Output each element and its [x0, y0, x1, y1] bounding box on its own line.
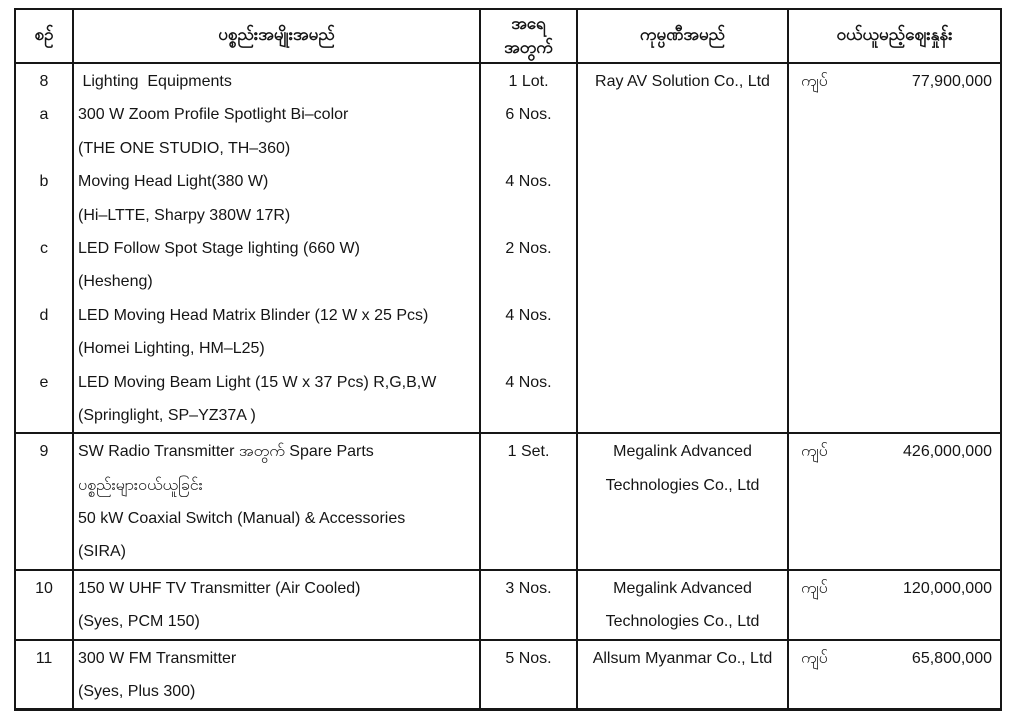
- row-number: [16, 199, 72, 232]
- company-name: Technologies Co., Ltd: [605, 476, 760, 494]
- quantity-value: 5 Nos.: [505, 649, 552, 667]
- price-line: [789, 435, 1000, 468]
- currency-label: ကျပ်: [801, 649, 828, 667]
- company-cell: [578, 571, 789, 639]
- header-item-label: ပစ္စည်းအမျိုးအမည်: [218, 24, 335, 44]
- price-cell: [789, 641, 1000, 709]
- item-line: LED Moving Beam Light (15 W x 37 Pcs) R,G,B,W: [78, 373, 437, 391]
- price-cell: [789, 64, 1000, 432]
- row-number: [16, 502, 72, 535]
- header-no-label: စဉ်: [34, 24, 54, 44]
- quantity-value: [481, 675, 576, 708]
- company-cell: [578, 64, 789, 432]
- header-quantity: [481, 10, 578, 62]
- item-line: (Homei Lighting, HM–L25): [78, 340, 265, 358]
- price-amount: 65,800,000: [911, 649, 992, 667]
- header-price: [789, 10, 1000, 62]
- price-amount: 426,000,000: [903, 443, 992, 461]
- row-number: [16, 399, 72, 432]
- company-cell: [578, 641, 789, 709]
- company-name: Megalink Advanced: [613, 443, 752, 461]
- item-line: (SIRA): [78, 543, 126, 561]
- item-line: (Springlight, SP–YZ37A ): [78, 406, 256, 424]
- quantity-value: [481, 469, 576, 502]
- company-name: Megalink Advanced: [613, 579, 752, 597]
- quantity-cell: [481, 64, 578, 432]
- currency-label: ကျပ်: [801, 443, 828, 461]
- header-company: [578, 10, 789, 62]
- quantity-value: [481, 605, 576, 638]
- company-cell: [578, 434, 789, 569]
- price-line: [789, 572, 1000, 605]
- item-cell: [74, 641, 481, 709]
- quantity-value: 4 Nos.: [505, 306, 552, 324]
- row-number: [16, 675, 72, 708]
- quantity-value: 1 Set.: [507, 443, 550, 461]
- row-number: [16, 132, 72, 165]
- currency-label: ကျပ်: [801, 579, 828, 597]
- quantity-cell: [481, 434, 578, 569]
- header-quantity-line2: အတွက်: [504, 38, 553, 57]
- company-name: Allsum Myanmar Co., Ltd: [592, 649, 773, 667]
- table-body: [16, 64, 1000, 708]
- quantity-value: 6 Nos.: [505, 106, 552, 124]
- quantity-value: [481, 399, 576, 432]
- currency-label: ကျပ်: [801, 73, 828, 90]
- header-no: [16, 10, 74, 62]
- item-line: (Syes, Plus 300): [78, 683, 196, 701]
- quantity-value: 2 Nos.: [505, 239, 552, 257]
- quantity-value: [481, 265, 576, 298]
- quantity-cell: [481, 641, 578, 709]
- no-cell: [16, 64, 74, 432]
- procurement-table: [14, 8, 1002, 711]
- row-number: 9: [39, 443, 49, 461]
- item-line: ပစ္စည်းများဝယ်ယူခြင်း: [78, 476, 203, 494]
- row-number: 8: [39, 73, 49, 90]
- quantity-value: [481, 535, 576, 568]
- row-number: 10: [35, 579, 53, 597]
- item-line: (Hi–LTTE, Sharpy 380W 17R): [78, 206, 291, 224]
- item-line: 150 W UHF TV Transmitter (Air Cooled): [78, 579, 361, 597]
- company-name: Technologies Co., Ltd: [605, 613, 760, 631]
- table-header-row: [16, 10, 1000, 64]
- header-company-label: ကုမ္ပဏီအမည်: [639, 24, 726, 44]
- price-cell: [789, 571, 1000, 639]
- quantity-value: 4 Nos.: [505, 373, 552, 391]
- row-number: a: [39, 106, 49, 124]
- table-row: [16, 64, 1000, 434]
- item-line: Lighting Equipments: [78, 73, 232, 90]
- item-cell: [74, 571, 481, 639]
- row-number: [16, 265, 72, 298]
- company-name: Ray AV Solution Co., Ltd: [595, 73, 770, 90]
- quantity-value: 1 Lot.: [508, 73, 549, 90]
- row-number: [16, 535, 72, 568]
- item-line: (Hesheng): [78, 273, 153, 291]
- item-line: LED Follow Spot Stage lighting (660 W): [78, 239, 360, 257]
- quantity-value: [481, 132, 576, 165]
- header-item: [74, 10, 481, 62]
- no-cell: [16, 641, 74, 709]
- item-line: SW Radio Transmitter အတွက် Spare Parts: [78, 443, 374, 461]
- table-row: [16, 434, 1000, 571]
- price-line: [789, 65, 1000, 98]
- row-number: 11: [35, 649, 53, 667]
- table-row: [16, 571, 1000, 641]
- row-number: [16, 605, 72, 638]
- no-cell: [16, 571, 74, 639]
- row-number: d: [39, 306, 49, 324]
- item-line: LED Moving Head Matrix Blinder (12 W x 25 Pcs): [78, 306, 429, 324]
- item-cell: [74, 434, 481, 569]
- row-number: [16, 332, 72, 365]
- item-line: (Syes, PCM 150): [78, 613, 200, 631]
- item-line: 300 W Zoom Profile Spotlight Bi–color: [78, 106, 349, 124]
- item-line: (THE ONE STUDIO, TH–360): [78, 139, 291, 157]
- row-number: c: [40, 239, 48, 257]
- header-price-label: ဝယ်ယူမည့်ဈေးနှုန်း: [836, 24, 953, 44]
- price-amount: 77,900,000: [911, 73, 992, 90]
- quantity-value: 3 Nos.: [505, 579, 552, 597]
- no-cell: [16, 434, 74, 569]
- quantity-value: 4 Nos.: [505, 173, 552, 191]
- item-line: 50 kW Coaxial Switch (Manual) & Accessories: [78, 510, 406, 528]
- item-line: Moving Head Light(380 W): [78, 173, 269, 191]
- row-number: e: [39, 373, 49, 391]
- price-amount: 120,000,000: [903, 579, 992, 597]
- item-line: 300 W FM Transmitter: [78, 649, 237, 667]
- table-row: [16, 641, 1000, 709]
- quantity-value: [481, 199, 576, 232]
- quantity-value: [481, 332, 576, 365]
- header-quantity-line1: အရေ: [511, 14, 546, 33]
- row-number: [16, 469, 72, 502]
- quantity-cell: [481, 571, 578, 639]
- price-cell: [789, 434, 1000, 569]
- row-number: b: [39, 173, 49, 191]
- quantity-value: [481, 502, 576, 535]
- item-cell: [74, 64, 481, 432]
- price-line: [789, 642, 1000, 675]
